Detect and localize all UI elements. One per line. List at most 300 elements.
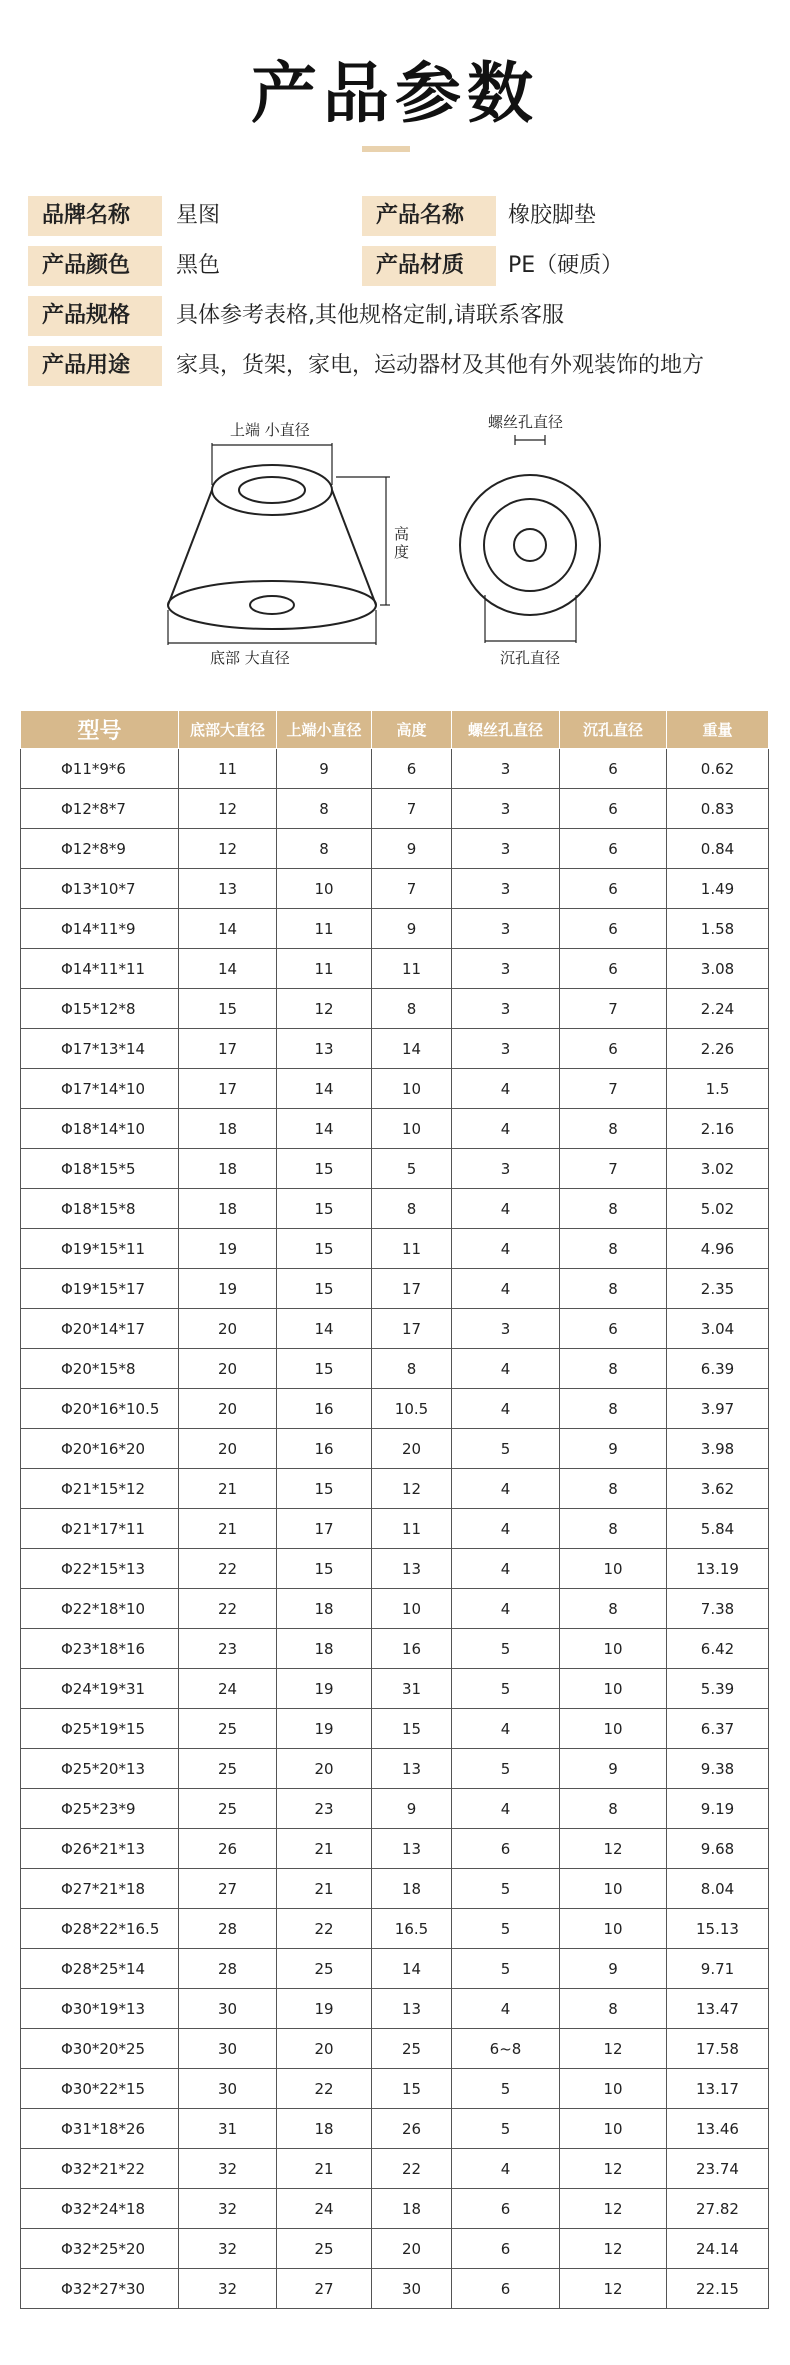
cell-weight: 23.74	[667, 2149, 769, 2189]
cell-counterbore: 6	[560, 829, 667, 869]
cell-counterbore: 9	[560, 1749, 667, 1789]
cell-model: Φ25*23*9	[21, 1789, 179, 1829]
cell-model: Φ12*8*9	[21, 829, 179, 869]
cell-counterbore: 12	[560, 2229, 667, 2269]
table-row	[21, 1109, 769, 1149]
material-value: PE（硬质）	[508, 253, 624, 278]
cell-height: 20	[372, 1429, 452, 1469]
page-title: 产品参数	[251, 55, 539, 132]
cell-bottom-diameter: 17	[179, 1069, 277, 1109]
cell-model: Φ30*20*25	[21, 2029, 179, 2069]
cell-bottom-diameter: 21	[179, 1469, 277, 1509]
cell-height: 7	[372, 789, 452, 829]
cell-counterbore: 6	[560, 749, 667, 789]
cell-top-diameter: 18	[277, 1589, 372, 1629]
cell-weight: 9.71	[667, 1949, 769, 1989]
cell-model: Φ28*25*14	[21, 1949, 179, 1989]
cell-bottom-diameter: 21	[179, 1509, 277, 1549]
table-row	[21, 1509, 769, 1549]
table-row	[21, 749, 769, 789]
cell-bottom-diameter: 28	[179, 1949, 277, 1989]
cell-weight: 3.08	[667, 949, 769, 989]
cell-height: 13	[372, 1829, 452, 1869]
cell-model: Φ17*13*14	[21, 1029, 179, 1069]
cell-counterbore: 8	[560, 1109, 667, 1149]
cell-weight: 6.39	[667, 1349, 769, 1389]
height-label-1: 高	[394, 525, 410, 543]
table-row	[21, 869, 769, 909]
cell-model: Φ19*15*11	[21, 1229, 179, 1269]
cell-top-diameter: 9	[277, 749, 372, 789]
cell-weight: 15.13	[667, 1909, 769, 1949]
cell-top-diameter: 15	[277, 1189, 372, 1229]
cell-bottom-diameter: 12	[179, 829, 277, 869]
cell-screw-hole: 4	[452, 1589, 560, 1629]
brand-value: 星图	[176, 203, 221, 228]
cell-bottom-diameter: 19	[179, 1269, 277, 1309]
product-name-value: 橡胶脚垫	[508, 203, 597, 228]
cell-model: Φ15*12*8	[21, 989, 179, 1029]
cell-model: Φ20*16*20	[21, 1429, 179, 1469]
cell-counterbore: 10	[560, 1909, 667, 1949]
cell-model: Φ18*14*10	[21, 1109, 179, 1149]
cell-screw-hole: 3	[452, 789, 560, 829]
table-header-row	[21, 711, 769, 749]
cell-bottom-diameter: 18	[179, 1109, 277, 1149]
cell-counterbore: 8	[560, 1589, 667, 1629]
cell-counterbore: 12	[560, 2269, 667, 2309]
cell-bottom-diameter: 20	[179, 1349, 277, 1389]
cell-height: 13	[372, 1749, 452, 1789]
cell-top-diameter: 16	[277, 1429, 372, 1469]
cell-weight: 17.58	[667, 2029, 769, 2069]
cell-counterbore: 8	[560, 1349, 667, 1389]
table-row	[21, 1189, 769, 1229]
cell-weight: 2.26	[667, 1029, 769, 1069]
cell-height: 9	[372, 1789, 452, 1829]
cell-counterbore: 10	[560, 1549, 667, 1589]
cell-model: Φ23*18*16	[21, 1629, 179, 1669]
cell-model: Φ22*15*13	[21, 1549, 179, 1589]
cell-model: Φ32*27*30	[21, 2269, 179, 2309]
cell-model: Φ28*22*16.5	[21, 1909, 179, 1949]
cell-top-diameter: 21	[277, 2149, 372, 2189]
cell-top-diameter: 12	[277, 989, 372, 1029]
cell-model: Φ20*16*10.5	[21, 1389, 179, 1429]
cell-height: 7	[372, 869, 452, 909]
cell-bottom-diameter: 20	[179, 1309, 277, 1349]
cell-screw-hole: 4	[452, 1269, 560, 1309]
table-row	[21, 909, 769, 949]
cell-counterbore: 8	[560, 1789, 667, 1829]
cell-bottom-diameter: 19	[179, 1229, 277, 1269]
cell-top-diameter: 14	[277, 1309, 372, 1349]
cell-top-diameter: 19	[277, 1989, 372, 2029]
cell-screw-hole: 5	[452, 1949, 560, 1989]
cell-height: 26	[372, 2109, 452, 2149]
dimension-diagram	[130, 405, 670, 675]
cell-screw-hole: 3	[452, 909, 560, 949]
cell-screw-hole: 4	[452, 1189, 560, 1229]
cell-model: Φ32*24*18	[21, 2189, 179, 2229]
table-row	[21, 1669, 769, 1709]
cell-weight: 22.15	[667, 2269, 769, 2309]
cell-counterbore: 7	[560, 989, 667, 1029]
cell-bottom-diameter: 30	[179, 1989, 277, 2029]
cell-top-diameter: 23	[277, 1789, 372, 1829]
table-row	[21, 2029, 769, 2069]
cell-counterbore: 10	[560, 1629, 667, 1669]
cell-top-diameter: 11	[277, 909, 372, 949]
use-label: 产品用途	[28, 346, 162, 386]
material-label: 产品材质	[362, 246, 496, 286]
cell-height: 31	[372, 1669, 452, 1709]
cell-height: 20	[372, 2229, 452, 2269]
cell-top-diameter: 18	[277, 2109, 372, 2149]
cell-weight: 2.24	[667, 989, 769, 1029]
cell-top-diameter: 11	[277, 949, 372, 989]
cell-bottom-diameter: 23	[179, 1629, 277, 1669]
cell-bottom-diameter: 27	[179, 1869, 277, 1909]
cell-weight: 0.62	[667, 749, 769, 789]
cell-bottom-diameter: 26	[179, 1829, 277, 1869]
cell-weight: 1.58	[667, 909, 769, 949]
cell-height: 9	[372, 829, 452, 869]
cell-model: Φ31*18*26	[21, 2109, 179, 2149]
cell-bottom-diameter: 24	[179, 1669, 277, 1709]
spec-value: 具体参考表格,其他规格定制,请联系客服	[176, 303, 564, 328]
cell-height: 8	[372, 1349, 452, 1389]
cell-top-diameter: 14	[277, 1069, 372, 1109]
table-row	[21, 1589, 769, 1629]
cell-screw-hole: 6	[452, 2189, 560, 2229]
table-row	[21, 1389, 769, 1429]
cell-counterbore: 12	[560, 1829, 667, 1869]
cell-top-diameter: 20	[277, 1749, 372, 1789]
cell-bottom-diameter: 32	[179, 2149, 277, 2189]
table-row	[21, 949, 769, 989]
cell-counterbore: 9	[560, 1949, 667, 1989]
table-row	[21, 1469, 769, 1509]
cell-model: Φ26*21*13	[21, 1829, 179, 1869]
cell-bottom-diameter: 15	[179, 989, 277, 1029]
cell-height: 15	[372, 1709, 452, 1749]
cell-screw-hole: 4	[452, 1109, 560, 1149]
cell-weight: 27.82	[667, 2189, 769, 2229]
cell-height: 10	[372, 1589, 452, 1629]
cell-screw-hole: 6	[452, 2229, 560, 2269]
table-row	[21, 2109, 769, 2149]
cell-weight: 24.14	[667, 2229, 769, 2269]
cell-model: Φ13*10*7	[21, 869, 179, 909]
cell-bottom-diameter: 12	[179, 789, 277, 829]
cell-top-diameter: 19	[277, 1669, 372, 1709]
header-model: 型号	[21, 711, 179, 749]
cell-bottom-diameter: 28	[179, 1909, 277, 1949]
cell-top-diameter: 19	[277, 1709, 372, 1749]
table-row	[21, 2269, 769, 2309]
cell-model: Φ27*21*18	[21, 1869, 179, 1909]
cell-bottom-diameter: 17	[179, 1029, 277, 1069]
cell-screw-hole: 4	[452, 1469, 560, 1509]
bottom-diameter-label: 底部 大直径	[210, 649, 290, 667]
header-bottom-diameter: 底部大直径	[179, 711, 277, 749]
cell-weight: 6.37	[667, 1709, 769, 1749]
cell-weight: 1.5	[667, 1069, 769, 1109]
cell-screw-hole: 3	[452, 869, 560, 909]
cell-weight: 13.17	[667, 2069, 769, 2109]
table-row	[21, 1829, 769, 1869]
cell-counterbore: 8	[560, 1469, 667, 1509]
cell-height: 16	[372, 1629, 452, 1669]
cell-model: Φ14*11*9	[21, 909, 179, 949]
cell-height: 16.5	[372, 1909, 452, 1949]
cell-counterbore: 8	[560, 1989, 667, 2029]
cell-top-diameter: 15	[277, 1149, 372, 1189]
cell-model: Φ19*15*17	[21, 1269, 179, 1309]
cell-screw-hole: 4	[452, 1549, 560, 1589]
cell-top-diameter: 16	[277, 1389, 372, 1429]
cell-screw-hole: 4	[452, 1389, 560, 1429]
cell-screw-hole: 4	[452, 1229, 560, 1269]
table-row	[21, 1949, 769, 1989]
table-row	[21, 1269, 769, 1309]
cell-height: 11	[372, 949, 452, 989]
cell-screw-hole: 3	[452, 1149, 560, 1189]
cell-top-diameter: 25	[277, 1949, 372, 1989]
cell-bottom-diameter: 30	[179, 2069, 277, 2109]
brand-label: 品牌名称	[28, 196, 162, 236]
cell-top-diameter: 27	[277, 2269, 372, 2309]
cell-screw-hole: 4	[452, 1349, 560, 1389]
cell-bottom-diameter: 13	[179, 869, 277, 909]
cell-height: 13	[372, 1549, 452, 1589]
cell-height: 11	[372, 1509, 452, 1549]
cell-weight: 9.38	[667, 1749, 769, 1789]
counterbore-label: 沉孔直径	[500, 649, 561, 667]
cell-top-diameter: 15	[277, 1469, 372, 1509]
cell-bottom-diameter: 14	[179, 949, 277, 989]
cell-top-diameter: 15	[277, 1349, 372, 1389]
cell-weight: 5.84	[667, 1509, 769, 1549]
cell-counterbore: 10	[560, 1869, 667, 1909]
cell-counterbore: 10	[560, 1669, 667, 1709]
cell-weight: 9.19	[667, 1789, 769, 1829]
table-row	[21, 1429, 769, 1469]
cell-bottom-diameter: 25	[179, 1709, 277, 1749]
cell-counterbore: 8	[560, 1189, 667, 1229]
cell-screw-hole: 5	[452, 1909, 560, 1949]
cell-model: Φ30*19*13	[21, 1989, 179, 2029]
cell-height: 12	[372, 1469, 452, 1509]
cell-top-diameter: 10	[277, 869, 372, 909]
header-height: 高度	[372, 711, 452, 749]
table-row	[21, 829, 769, 869]
color-value: 黑色	[176, 253, 221, 278]
cell-weight: 3.62	[667, 1469, 769, 1509]
color-label: 产品颜色	[28, 246, 162, 286]
cell-screw-hole: 3	[452, 1309, 560, 1349]
header-top-diameter: 上端小直径	[277, 711, 372, 749]
header-weight: 重量	[667, 711, 769, 749]
cell-weight: 7.38	[667, 1589, 769, 1629]
cell-model: Φ25*19*15	[21, 1709, 179, 1749]
cell-screw-hole: 3	[452, 989, 560, 1029]
cell-top-diameter: 25	[277, 2229, 372, 2269]
table-row	[21, 1029, 769, 1069]
cell-height: 14	[372, 1949, 452, 1989]
cell-model: Φ21*17*11	[21, 1509, 179, 1549]
table-row	[21, 2069, 769, 2109]
cell-top-diameter: 8	[277, 789, 372, 829]
cell-counterbore: 8	[560, 1269, 667, 1309]
cell-height: 6	[372, 749, 452, 789]
cell-bottom-diameter: 18	[179, 1189, 277, 1229]
cell-weight: 0.84	[667, 829, 769, 869]
cell-height: 17	[372, 1269, 452, 1309]
cell-top-diameter: 15	[277, 1269, 372, 1309]
table-row	[21, 1909, 769, 1949]
cell-top-diameter: 14	[277, 1109, 372, 1149]
cell-screw-hole: 6~8	[452, 2029, 560, 2069]
cell-counterbore: 7	[560, 1069, 667, 1109]
cell-bottom-diameter: 25	[179, 1789, 277, 1829]
cell-model: Φ20*14*17	[21, 1309, 179, 1349]
cell-top-diameter: 22	[277, 1909, 372, 1949]
cell-weight: 5.02	[667, 1189, 769, 1229]
cell-counterbore: 8	[560, 1229, 667, 1269]
cell-weight: 8.04	[667, 1869, 769, 1909]
cell-weight: 5.39	[667, 1669, 769, 1709]
cell-screw-hole: 4	[452, 1709, 560, 1749]
cell-counterbore: 6	[560, 949, 667, 989]
cell-height: 8	[372, 1189, 452, 1229]
table-row	[21, 1549, 769, 1589]
cell-counterbore: 6	[560, 909, 667, 949]
cell-screw-hole: 5	[452, 1869, 560, 1909]
table-row	[21, 1869, 769, 1909]
cell-weight: 3.98	[667, 1429, 769, 1469]
screw-hole-label: 螺丝孔直径	[488, 413, 564, 431]
table-row	[21, 1309, 769, 1349]
table-row	[21, 1749, 769, 1789]
cell-counterbore: 10	[560, 1709, 667, 1749]
table-row	[21, 1349, 769, 1389]
table-row	[21, 1149, 769, 1189]
cell-model: Φ32*21*22	[21, 2149, 179, 2189]
cell-counterbore: 6	[560, 1029, 667, 1069]
cell-top-diameter: 13	[277, 1029, 372, 1069]
cell-counterbore: 12	[560, 2189, 667, 2229]
cell-model: Φ17*14*10	[21, 1069, 179, 1109]
height-label-2: 度	[394, 543, 410, 561]
cell-weight: 9.68	[667, 1829, 769, 1869]
cell-screw-hole: 3	[452, 829, 560, 869]
cell-screw-hole: 3	[452, 749, 560, 789]
cell-weight: 4.96	[667, 1229, 769, 1269]
cell-top-diameter: 15	[277, 1549, 372, 1589]
cell-bottom-diameter: 18	[179, 1149, 277, 1189]
cell-model: Φ32*25*20	[21, 2229, 179, 2269]
cell-bottom-diameter: 25	[179, 1749, 277, 1789]
cell-model: Φ14*11*11	[21, 949, 179, 989]
cell-bottom-diameter: 30	[179, 2029, 277, 2069]
cell-weight: 6.42	[667, 1629, 769, 1669]
cell-height: 11	[372, 1229, 452, 1269]
cell-screw-hole: 3	[452, 949, 560, 989]
cell-screw-hole: 6	[452, 1829, 560, 1869]
cell-height: 13	[372, 1989, 452, 2029]
table-row	[21, 789, 769, 829]
cell-model: Φ20*15*8	[21, 1349, 179, 1389]
cell-height: 14	[372, 1029, 452, 1069]
cell-screw-hole: 6	[452, 2269, 560, 2309]
cell-top-diameter: 17	[277, 1509, 372, 1549]
cell-bottom-diameter: 22	[179, 1589, 277, 1629]
header-screw-hole: 螺丝孔直径	[452, 711, 560, 749]
cell-model: Φ11*9*6	[21, 749, 179, 789]
cell-top-diameter: 24	[277, 2189, 372, 2229]
cell-model: Φ22*18*10	[21, 1589, 179, 1629]
cell-model: Φ18*15*8	[21, 1189, 179, 1229]
cell-bottom-diameter: 20	[179, 1429, 277, 1469]
cell-weight: 0.83	[667, 789, 769, 829]
header-counterbore: 沉孔直径	[560, 711, 667, 749]
cell-weight: 2.16	[667, 1109, 769, 1149]
cell-screw-hole: 4	[452, 1069, 560, 1109]
cell-bottom-diameter: 32	[179, 2229, 277, 2269]
cell-model: Φ21*15*12	[21, 1469, 179, 1509]
cell-bottom-diameter: 31	[179, 2109, 277, 2149]
cell-weight: 3.02	[667, 1149, 769, 1189]
cell-height: 18	[372, 2189, 452, 2229]
cell-weight: 3.04	[667, 1309, 769, 1349]
cell-screw-hole: 5	[452, 1429, 560, 1469]
table-row	[21, 1709, 769, 1749]
cell-top-diameter: 15	[277, 1229, 372, 1269]
cell-counterbore: 10	[560, 2109, 667, 2149]
cell-screw-hole: 3	[452, 1029, 560, 1069]
cell-counterbore: 8	[560, 1509, 667, 1549]
cell-model: Φ25*20*13	[21, 1749, 179, 1789]
cell-model: Φ30*22*15	[21, 2069, 179, 2109]
cell-height: 9	[372, 909, 452, 949]
cell-screw-hole: 4	[452, 1989, 560, 2029]
cell-height: 5	[372, 1149, 452, 1189]
cell-height: 22	[372, 2149, 452, 2189]
cell-height: 10	[372, 1069, 452, 1109]
cell-bottom-diameter: 22	[179, 1549, 277, 1589]
cell-weight: 3.97	[667, 1389, 769, 1429]
product-name-label: 产品名称	[362, 196, 496, 236]
cell-counterbore: 8	[560, 1389, 667, 1429]
cell-screw-hole: 5	[452, 2109, 560, 2149]
cell-model: Φ18*15*5	[21, 1149, 179, 1189]
cell-counterbore: 6	[560, 869, 667, 909]
cell-counterbore: 6	[560, 789, 667, 829]
cell-weight: 2.35	[667, 1269, 769, 1309]
cell-height: 10.5	[372, 1389, 452, 1429]
cell-top-diameter: 21	[277, 1869, 372, 1909]
cell-bottom-diameter: 32	[179, 2189, 277, 2229]
cell-counterbore: 9	[560, 1429, 667, 1469]
cell-top-diameter: 8	[277, 829, 372, 869]
cell-top-diameter: 20	[277, 2029, 372, 2069]
cell-counterbore: 12	[560, 2149, 667, 2189]
cell-screw-hole: 5	[452, 2069, 560, 2109]
table-row	[21, 2229, 769, 2269]
cell-height: 8	[372, 989, 452, 1029]
